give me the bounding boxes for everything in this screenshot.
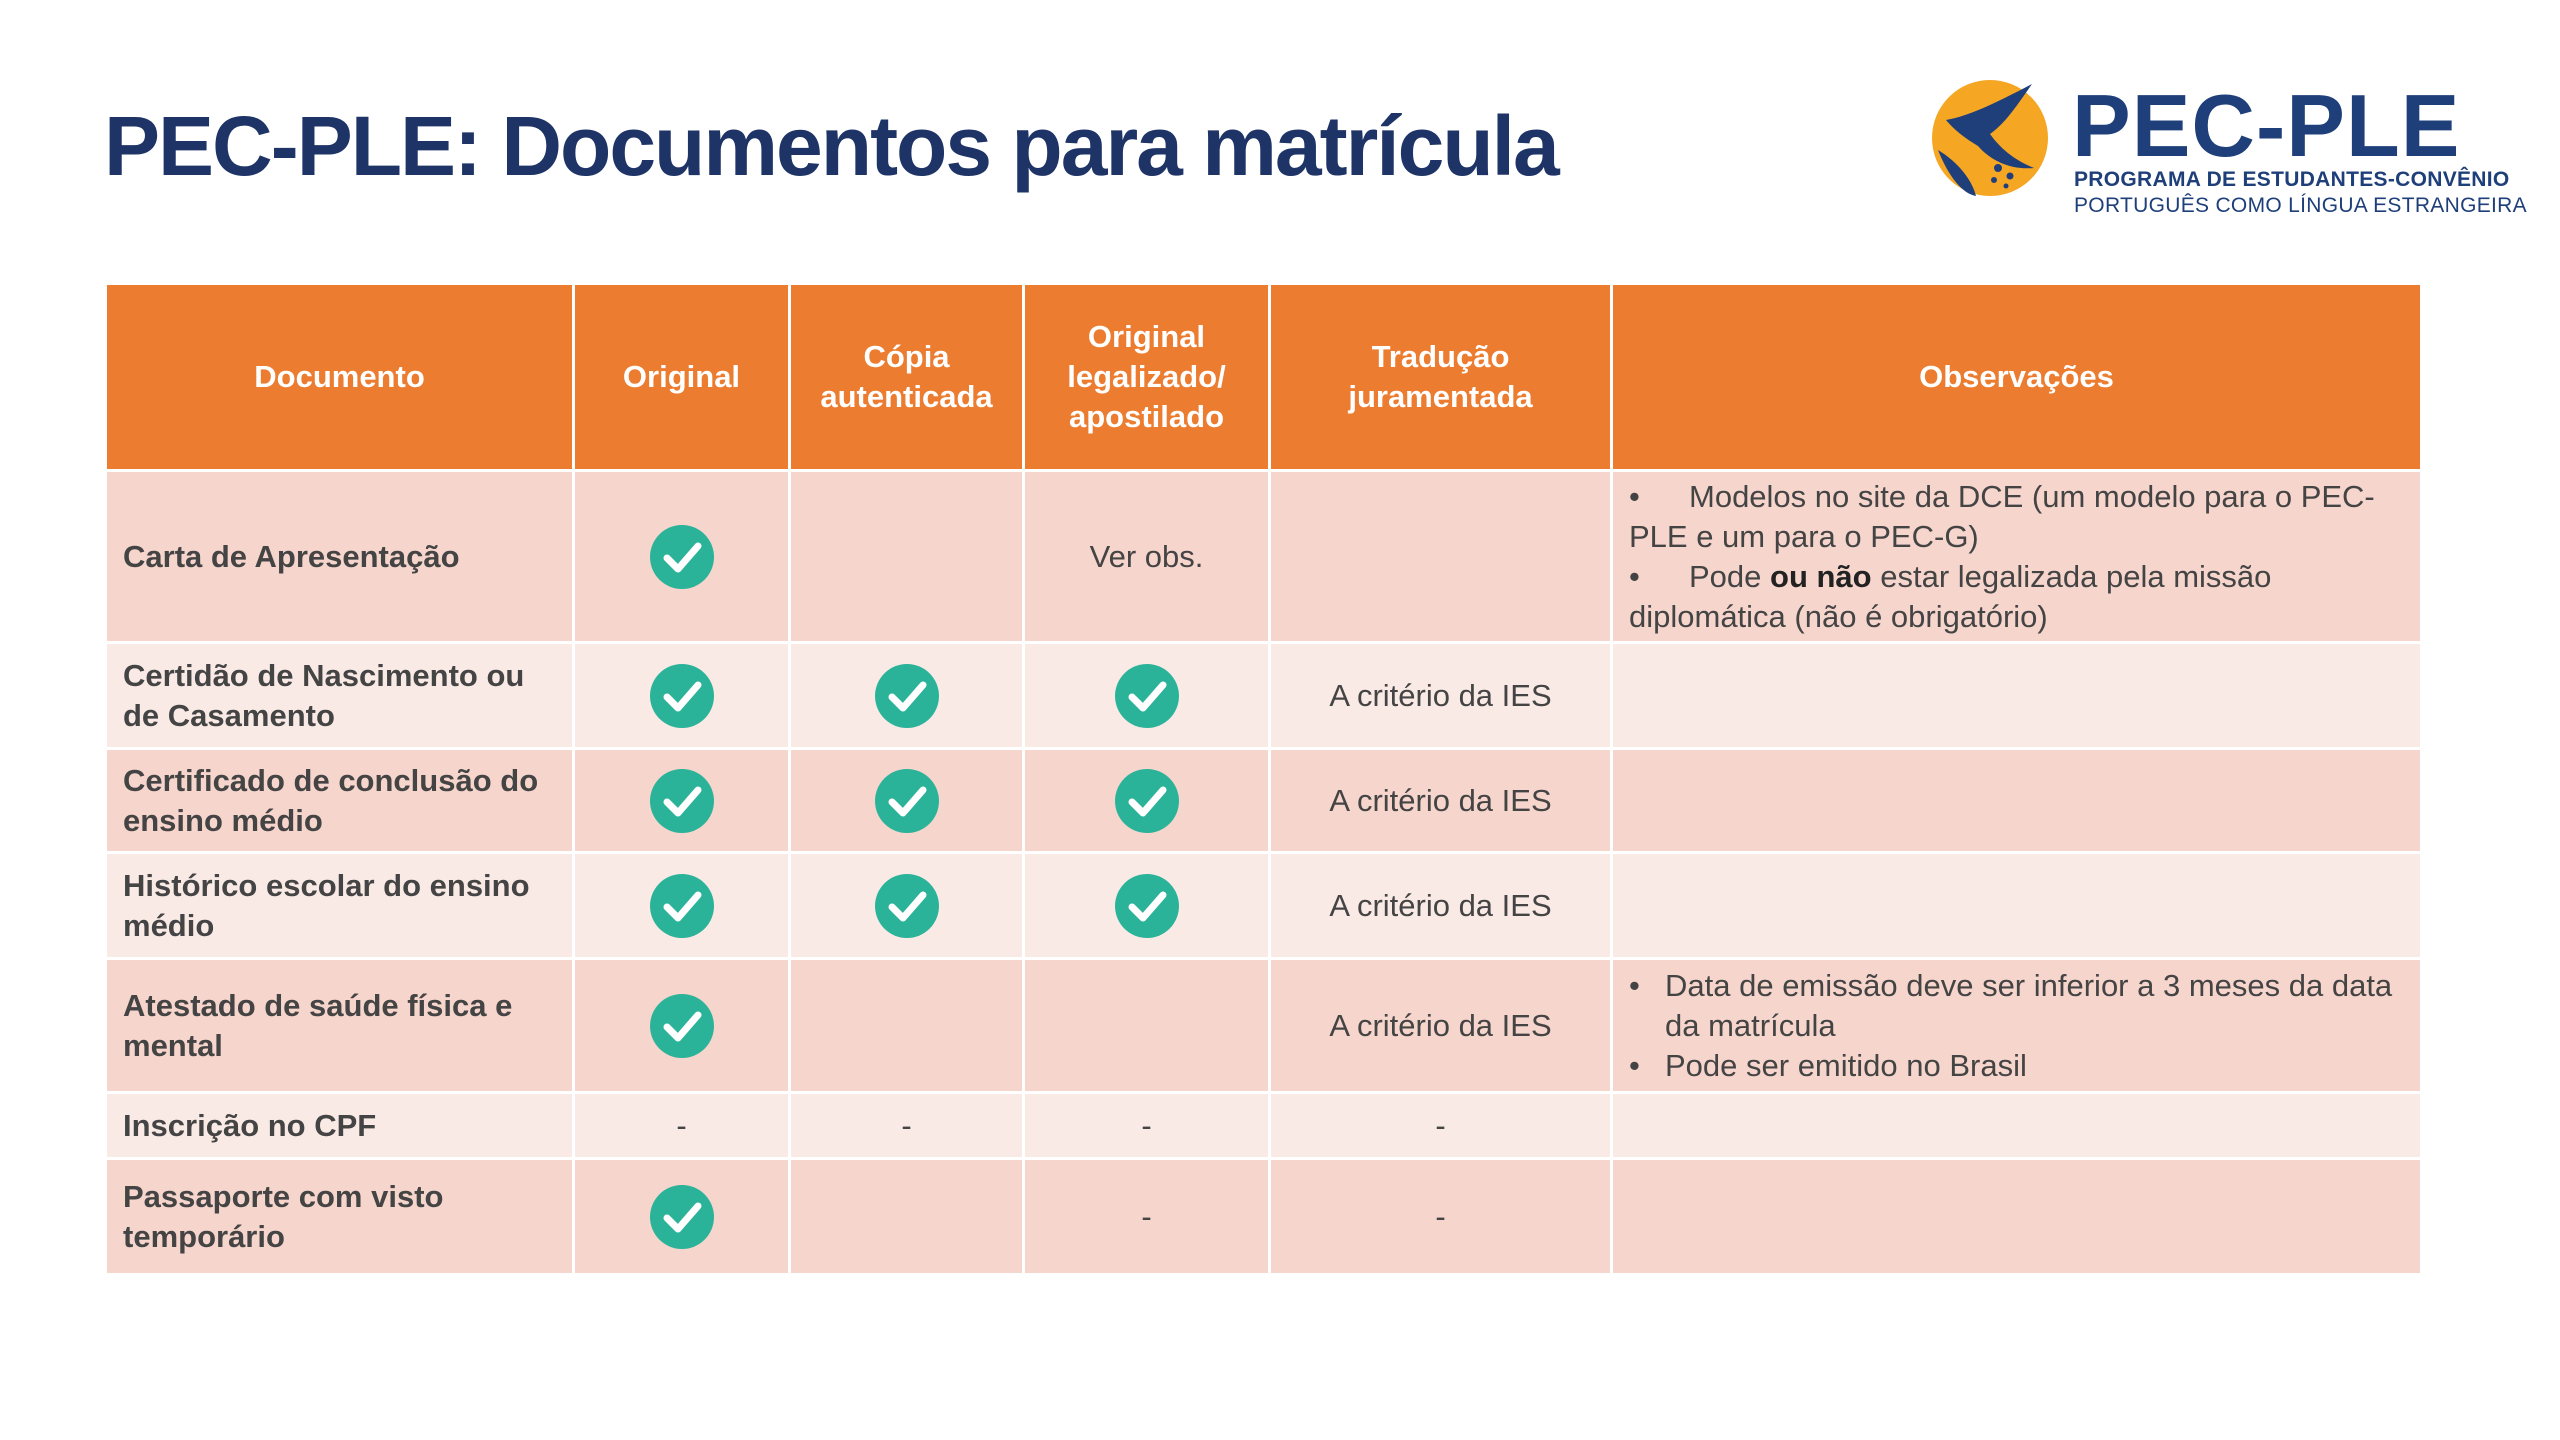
original-cell [574,471,790,643]
checkmark-icon [874,873,940,939]
copia-cell [790,749,1024,853]
legalizado-cell [1024,1159,1270,1275]
table-row [106,959,2422,1093]
copia-cell [790,853,1024,959]
original-cell [574,853,790,959]
legalizado-cell [1024,749,1270,853]
observation-item: • Pode ou não estar legalizada pela missão diplomática (não é obrigatório) [1629,558,2272,634]
checkmark-icon [649,524,715,590]
observation-list [1629,477,2404,637]
original-cell [574,749,790,853]
observacoes-cell [1612,1159,2422,1275]
checkmark-icon [874,663,940,729]
logo-subtitle-2: PORTUGUÊS COMO LÍNGUA ESTRANGEIRA [2074,194,2527,217]
legalizado-cell [1024,643,1270,749]
observation-item: • Pode ser emitido no Brasil [1629,1046,2404,1086]
checkmark-icon [649,1184,715,1250]
traducao-cell [1270,853,1612,959]
traducao-cell [1270,749,1612,853]
observacoes-cell [1612,959,2422,1093]
document-name: Atestado de saúde física e mental [106,959,574,1093]
header-original: Original [574,284,790,471]
traducao-cell [1270,643,1612,749]
observation-list [1629,966,2404,1086]
copia-cell [790,1159,1024,1275]
cell-text: A critério da IES [1329,782,1552,818]
header-documento: Documento [106,284,574,471]
logo-subtitle-1: PROGRAMA DE ESTUDANTES-CONVÊNIO [2074,168,2510,191]
page-title: PEC-PLE: Documentos para matrícula [104,99,1558,193]
cell-text: - [1435,1198,1446,1234]
document-name: Histórico escolar do ensino médio [106,853,574,959]
traducao-cell [1270,1093,1612,1159]
copia-cell [790,959,1024,1093]
legalizado-cell [1024,959,1270,1093]
cell-text: - [676,1107,687,1143]
checkmark-icon [1114,873,1180,939]
checkmark-icon [1114,663,1180,729]
observacoes-cell [1612,749,2422,853]
table-header-row [106,284,2422,471]
cell-text: A critério da IES [1329,887,1552,923]
checkmark-icon [874,768,940,834]
original-cell [574,643,790,749]
copia-cell [790,643,1024,749]
table-row [106,1159,2422,1275]
bullet-glyph: • [1629,478,1640,514]
cell-text: - [901,1107,912,1143]
cell-text: - [1141,1107,1152,1143]
cell-text: - [1435,1107,1446,1143]
observacoes-cell [1612,643,2422,749]
checkmark-icon [649,993,715,1059]
cell-text: - [1141,1198,1152,1234]
table-row [106,643,2422,749]
document-name: Passaporte com visto temporário [106,1159,574,1275]
observacoes-cell [1612,853,2422,959]
table-row [106,1093,2422,1159]
bullet-glyph: • [1629,1047,1640,1083]
checkmark-icon [649,768,715,834]
checkmark-icon [649,663,715,729]
original-cell [574,1093,790,1159]
header-traducao-juramentada: Tradução juramentada [1270,284,1612,471]
logo-name: PEC-PLE [2072,76,2461,175]
header-observacoes: Observações [1612,284,2422,471]
pec-ple-logo [1928,76,2527,226]
header-original-legalizado: Original legalizado/ apostilado [1024,284,1270,471]
cell-text: A critério da IES [1329,677,1552,713]
observation-item: • Modelos no site da DCE (um modelo para o PEC-PLE e um para o PEC-G) [1629,478,2375,554]
cell-text: A critério da IES [1329,1007,1552,1043]
bullet-glyph: • [1629,558,1640,594]
observacoes-cell [1612,471,2422,643]
traducao-cell [1270,1159,1612,1275]
checkmark-icon [649,873,715,939]
swallow-bird-globe-logo [1928,76,2052,200]
table-row [106,471,2422,643]
legalizado-cell [1024,1093,1270,1159]
bullet-glyph: • [1629,967,1640,1003]
document-name: Certificado de conclusão do ensino médio [106,749,574,853]
original-cell [574,959,790,1093]
copia-cell [790,471,1024,643]
table-row [106,853,2422,959]
observation-item: • Data de emissão deve ser inferior a 3 meses da data da matrícula [1629,967,2393,1043]
document-name: Carta de Apresentação [106,471,574,643]
legalizado-cell [1024,471,1270,643]
cell-text: Ver obs. [1089,538,1204,574]
copia-cell [790,1093,1024,1159]
document-name: Inscrição no CPF [106,1093,574,1159]
checkmark-icon [1114,768,1180,834]
observacoes-cell [1612,1093,2422,1159]
traducao-cell [1270,959,1612,1093]
original-cell [574,1159,790,1275]
documents-table [104,282,2423,1276]
table-row [106,749,2422,853]
legalizado-cell [1024,853,1270,959]
document-name: Certidão de Nascimento ou de Casamento [106,643,574,749]
traducao-cell [1270,471,1612,643]
header-copia-autenticada: Cópia autenticada [790,284,1024,471]
